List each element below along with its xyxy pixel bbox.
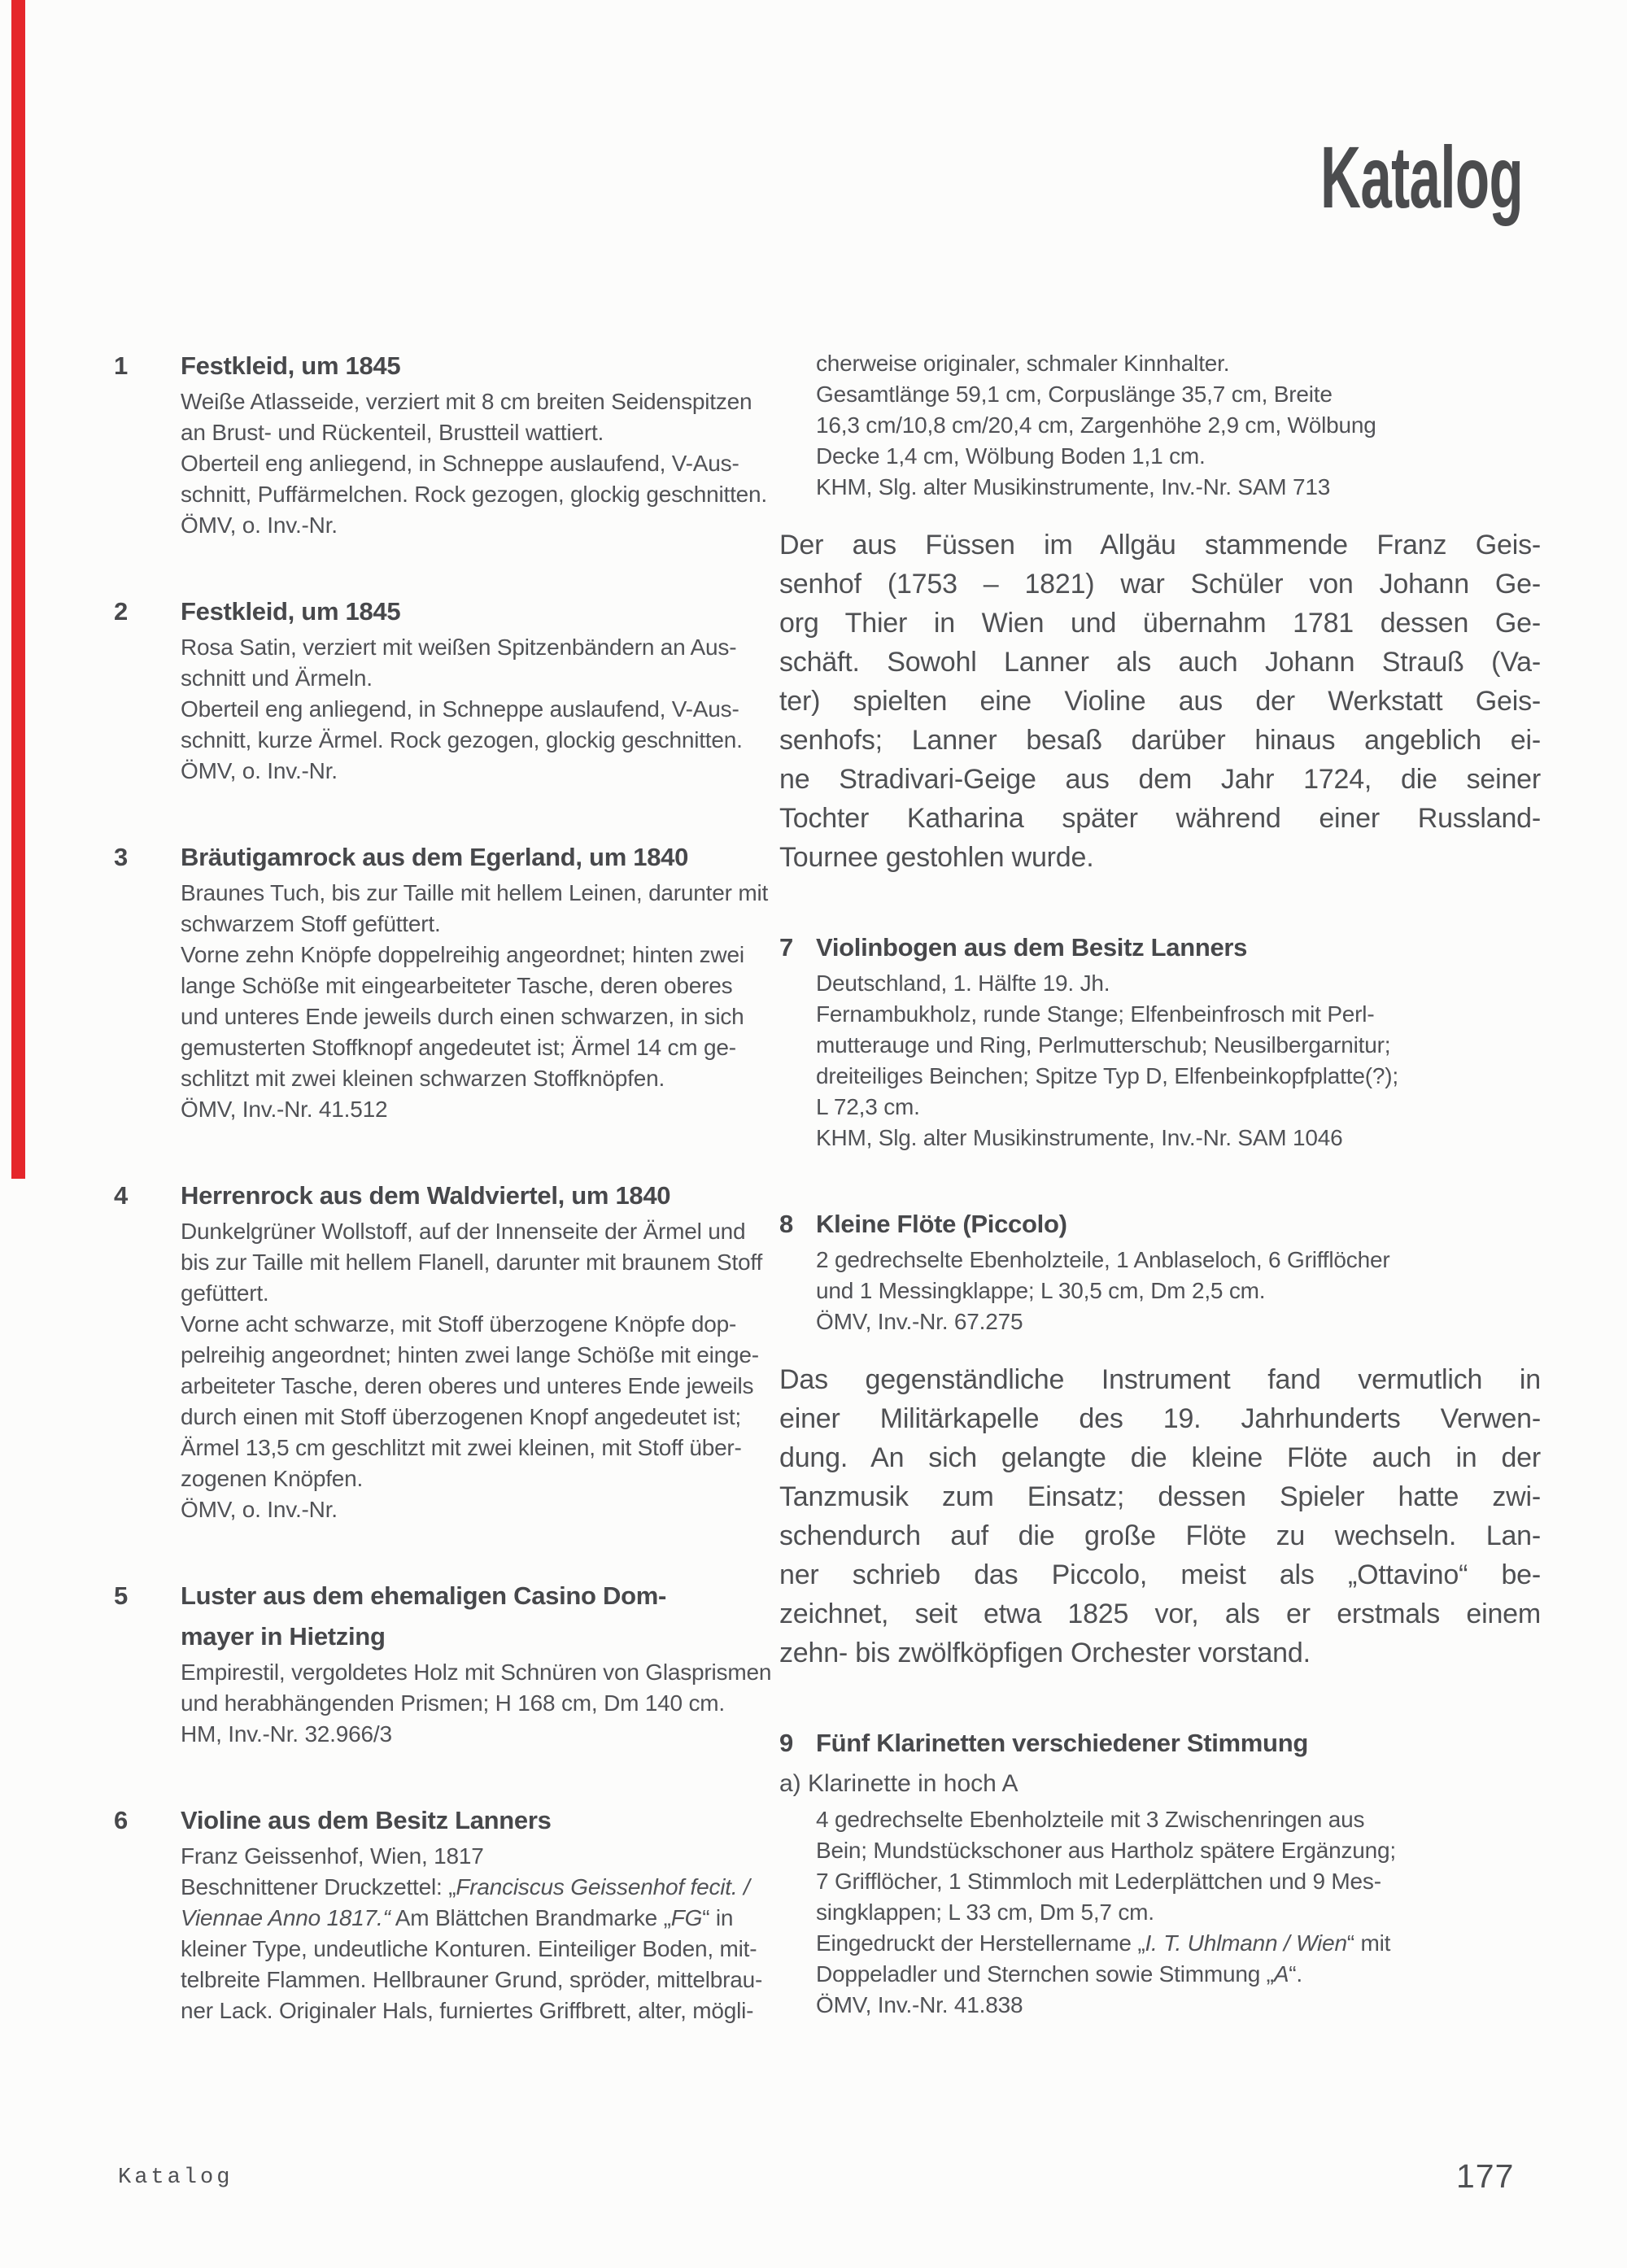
entry-heading xyxy=(181,837,807,878)
commentary-line: org Thier in Wien und übernahm 1781 dessen Ge- xyxy=(779,608,1541,639)
continuation-body xyxy=(816,348,1551,503)
entry-body xyxy=(816,1245,1551,1337)
entry-number: 4 xyxy=(114,1181,129,1210)
entry-body xyxy=(181,878,807,1125)
italic-text: Franciscus Geissenhof fecit. / xyxy=(456,1874,750,1899)
text-line: Eingedruckt der Herstellername „I. T. Uhlmann / Wien“ mit xyxy=(816,1930,1391,1956)
text-line: ÖMV, Inv.-Nr. 41.838 xyxy=(816,1992,1023,2017)
commentary-body xyxy=(779,526,1541,877)
left-column xyxy=(114,346,807,2026)
entry-body xyxy=(816,1804,1551,2021)
text-line: schwarzem Stoff gefüttert. xyxy=(181,911,441,936)
text-line: Beschnittener Druckzettel: „Franciscus Geissenhof fecit. / xyxy=(181,1874,750,1899)
text-line: lange Schöße mit eingearbeiteter Tasche, deren oberes xyxy=(181,973,733,998)
left-edge-red-mark xyxy=(11,0,25,1179)
text-line: und herabhängenden Prismen; H 168 cm, Dm 140 cm. xyxy=(181,1690,725,1716)
entry-heading-line: Luster aus dem ehemaligen Casino Dom- xyxy=(181,1581,666,1610)
text-line: zogenen Knöpfen. xyxy=(181,1466,364,1491)
text-line: 4 gedrechselte Ebenholzteile mit 3 Zwischenringen aus xyxy=(816,1807,1365,1832)
commentary-block xyxy=(779,526,1551,877)
entry-body xyxy=(181,1216,807,1525)
text-line: ner Lack. Originaler Hals, furniertes Griffbrett, alter, mögli- xyxy=(181,1998,754,2023)
text-line: Oberteil eng anliegend, in Schneppe auslaufend, V-Aus- xyxy=(181,696,739,722)
entry-heading-line: Fünf Klarinetten verschiedener Stimmung xyxy=(816,1729,1308,1757)
page-title: Katalog xyxy=(1320,128,1523,226)
entry-number: 1 xyxy=(114,351,129,380)
commentary-line: Tochter Katharina später während einer Russland- xyxy=(779,803,1541,834)
catalog-entry-6 xyxy=(114,1800,807,2026)
text-line: Decke 1,4 cm, Wölbung Boden 1,1 cm. xyxy=(816,443,1206,469)
entry-heading-line: Violine aus dem Besitz Lanners xyxy=(181,1806,552,1834)
text-line: und 1 Messingklappe; L 30,5 cm, Dm 2,5 cm. xyxy=(816,1278,1266,1303)
entry-body xyxy=(816,968,1551,1154)
text-line: schnitt und Ärmeln. xyxy=(181,665,373,691)
text-line: Viennae Anno 1817.“ Am Blättchen Brandmarke „FG“ in xyxy=(181,1905,734,1930)
text-line: bis zur Taille mit hellem Flanell, darunter mit braunem Stoff xyxy=(181,1250,763,1275)
entry-number: 6 xyxy=(114,1806,129,1834)
entry-number: 5 xyxy=(114,1581,129,1610)
commentary-line: zehn- bis zwölfköpfigen Orchester vorstand. xyxy=(779,1638,1311,1668)
right-column xyxy=(779,348,1551,2021)
commentary-line: senhofs; Lanner besaß darüber hinaus angeblich ei- xyxy=(779,725,1541,756)
text-line: Vorne acht schwarze, mit Stoff überzogene Knöpfe dop- xyxy=(181,1311,737,1337)
text-line: cherweise originaler, schmaler Kinnhalter. xyxy=(816,351,1230,376)
text-line: Empirestil, vergoldetes Holz mit Schnüren von Glasprismen xyxy=(181,1660,772,1685)
entry-heading-line: Festkleid, um 1845 xyxy=(181,597,401,626)
text-line: Dunkelgrüner Wollstoff, auf der Innenseite der Ärmel und xyxy=(181,1219,746,1244)
commentary-line: schendurch auf die große Flöte zu wechseln. Lan- xyxy=(779,1520,1541,1551)
text-line: schnitt, Puffärmelchen. Rock gezogen, glockig geschnitten. xyxy=(181,482,767,507)
text-line: 7 Grifflöcher, 1 Stimmloch mit Lederplättchen und 9 Mes- xyxy=(816,1869,1381,1894)
text-line: mutterauge und Ring, Perlmutterschub; Neusilbergarnitur; xyxy=(816,1032,1391,1058)
entry-heading-line: Bräutigamrock aus dem Egerland, um 1840 xyxy=(181,843,689,871)
catalog-entry-8 xyxy=(779,1204,1551,1337)
text-line: Deutschland, 1. Hälfte 19. Jh. xyxy=(816,970,1110,996)
entry-heading-line: Herrenrock aus dem Waldviertel, um 1840 xyxy=(181,1181,671,1210)
footer-running-title: Katalog xyxy=(118,2166,233,2190)
entry-heading xyxy=(181,1175,807,1216)
text-line: Bein; Mundstückschoner aus Hartholz spätere Ergänzung; xyxy=(816,1838,1396,1863)
text-line: dreiteiliges Beinchen; Spitze Typ D, Elfenbeinkopfplatte(?); xyxy=(816,1063,1398,1088)
text-line: kleiner Type, undeutliche Konturen. Einteiliger Boden, mit- xyxy=(181,1936,757,1961)
text-line: schnitt, kurze Ärmel. Rock gezogen, glockig geschnitten. xyxy=(181,727,743,752)
entry-heading-line: mayer in Hietzing xyxy=(181,1622,386,1651)
text-line: Fernambukholz, runde Stange; Elfenbeinfrosch mit Perl- xyxy=(816,1001,1375,1027)
text-line: Franz Geissenhof, Wien, 1817 xyxy=(181,1843,484,1869)
entry-number: 9 xyxy=(779,1729,794,1757)
entry-number: 2 xyxy=(114,597,129,626)
commentary-line: Tanzmusik zum Einsatz; dessen Spieler hatte zwi- xyxy=(779,1481,1541,1512)
text-line: telbreite Flammen. Hellbrauner Grund, spröder, mittelbrau- xyxy=(181,1967,763,1992)
entry-body xyxy=(181,632,807,787)
italic-text: FG xyxy=(670,1905,703,1930)
text-line: Rosa Satin, verziert mit weißen Spitzenbändern an Aus- xyxy=(181,635,737,660)
commentary-line: zeichnet, seit etwa 1825 vor, als er erstmals einem xyxy=(779,1599,1541,1629)
commentary-line: ter) spielten eine Violine aus der Werkstatt Geis- xyxy=(779,686,1541,717)
text-line: Vorne zehn Knöpfe doppelreihig angeordnet; hinten zwei xyxy=(181,942,744,967)
text-line: 16,3 cm/10,8 cm/20,4 cm, Zargenhöhe 2,9 cm, Wölbung xyxy=(816,412,1376,438)
text-line: gefüttert. xyxy=(181,1280,269,1306)
page-number: 177 xyxy=(1456,2157,1515,2195)
entry-heading xyxy=(181,1800,807,1841)
catalog-entry-7 xyxy=(779,927,1551,1154)
text-line: KHM, Slg. alter Musikinstrumente, Inv.-Nr. SAM 713 xyxy=(816,474,1331,499)
text-line: arbeiteter Tasche, deren oberes und unteres Ende jeweils xyxy=(181,1373,754,1398)
entry-number: 3 xyxy=(114,843,129,871)
catalog-entry-3 xyxy=(114,837,807,1125)
text-line: singklappen; L 33 cm, Dm 5,7 cm. xyxy=(816,1899,1154,1925)
text-line: gemusterten Stoffknopf angedeutet ist; Ärmel 14 cm ge- xyxy=(181,1035,736,1060)
entry-heading-line: Festkleid, um 1845 xyxy=(181,351,401,380)
text-line: ÖMV, o. Inv.-Nr. xyxy=(181,512,338,538)
italic-text: I. T. Uhlmann / Wien xyxy=(1145,1930,1347,1956)
continuation-block xyxy=(779,348,1551,503)
text-line: und unteres Ende jeweils durch einen schwarzen, in sich xyxy=(181,1004,744,1029)
text-line: Gesamtlänge 59,1 cm, Corpuslänge 35,7 cm, Breite xyxy=(816,382,1333,407)
commentary-line: dung. An sich gelangte die kleine Flöte auch in der xyxy=(779,1442,1541,1473)
italic-text: A xyxy=(1273,1961,1289,1987)
entry-heading xyxy=(816,1723,1551,1764)
text-line: Ärmel 13,5 cm geschlitzt mit zwei kleinen, mit Stoff über- xyxy=(181,1435,742,1460)
italic-text: Viennae Anno 1817.“ xyxy=(181,1905,390,1930)
text-line: ÖMV, o. Inv.-Nr. xyxy=(181,1497,338,1522)
entry-heading xyxy=(816,927,1551,968)
catalog-entry-4 xyxy=(114,1175,807,1525)
text-line: HM, Inv.-Nr. 32.966/3 xyxy=(181,1721,392,1747)
commentary-body xyxy=(779,1360,1541,1673)
text-line: an Brust- und Rückenteil, Brustteil wattiert. xyxy=(181,420,604,445)
text-line: durch einen mit Stoff überzogenen Knopf angedeutet ist; xyxy=(181,1404,741,1429)
entry-body xyxy=(181,386,807,541)
entry-body xyxy=(181,1841,807,2026)
text-line: Oberteil eng anliegend, in Schneppe auslaufend, V-Aus- xyxy=(181,451,739,476)
text-line: 2 gedrechselte Ebenholzteile, 1 Anblaseloch, 6 Grifflöcher xyxy=(816,1247,1390,1272)
text-line: L 72,3 cm. xyxy=(816,1094,920,1119)
entry-heading xyxy=(816,1204,1551,1245)
commentary-line: ner schrieb das Piccolo, meist als „Ottavino“ be- xyxy=(779,1559,1541,1590)
text-line: ÖMV, Inv.-Nr. 41.512 xyxy=(181,1097,388,1122)
catalog-entry-5 xyxy=(114,1576,807,1750)
catalog-entry-2 xyxy=(114,591,807,787)
text-line: ÖMV, Inv.-Nr. 67.275 xyxy=(816,1309,1023,1334)
commentary-line: Der aus Füssen im Allgäu stammende Franz Geis- xyxy=(779,530,1541,560)
entry-heading-line: Kleine Flöte (Piccolo) xyxy=(816,1210,1067,1238)
text-line: KHM, Slg. alter Musikinstrumente, Inv.-Nr. SAM 1046 xyxy=(816,1125,1343,1150)
commentary-line: senhof (1753 – 1821) war Schüler von Johann Ge- xyxy=(779,569,1541,600)
entry-heading xyxy=(181,591,807,632)
entry-subheading: a) Klarinette in hoch A xyxy=(779,1770,1019,1797)
text-line: Weiße Atlasseide, verziert mit 8 cm breiten Seidenspitzen xyxy=(181,389,752,414)
commentary-line: Das gegenständliche Instrument fand vermutlich in xyxy=(779,1364,1541,1395)
entry-heading xyxy=(181,346,807,386)
entry-number: 7 xyxy=(779,933,794,962)
commentary-line: Tournee gestohlen wurde. xyxy=(779,842,1094,873)
text-line: schlitzt mit zwei kleinen schwarzen Stoffknöpfen. xyxy=(181,1066,665,1091)
commentary-block xyxy=(779,1360,1551,1673)
catalog-entry-9 xyxy=(779,1723,1551,2021)
text-line: Doppeladler und Sternchen sowie Stimmung „A“. xyxy=(816,1961,1303,1987)
commentary-line: schäft. Sowohl Lanner als auch Johann Strauß (Va- xyxy=(779,647,1541,678)
entry-number: 8 xyxy=(779,1210,794,1238)
text-line: Braunes Tuch, bis zur Taille mit hellem Leinen, darunter mit xyxy=(181,880,769,905)
entry-heading xyxy=(181,1576,807,1657)
text-line: pelreihig angeordnet; hinten zwei lange Schöße mit einge- xyxy=(181,1342,759,1367)
commentary-line: einer Militärkapelle des 19. Jahrhunderts Verwen- xyxy=(779,1403,1541,1434)
commentary-line: ne Stradivari-Geige aus dem Jahr 1724, die seiner xyxy=(779,764,1541,795)
entry-heading-line: Violinbogen aus dem Besitz Lanners xyxy=(816,933,1248,962)
entry-body xyxy=(181,1657,807,1750)
catalog-entry-1 xyxy=(114,346,807,541)
text-line: ÖMV, o. Inv.-Nr. xyxy=(181,758,338,783)
